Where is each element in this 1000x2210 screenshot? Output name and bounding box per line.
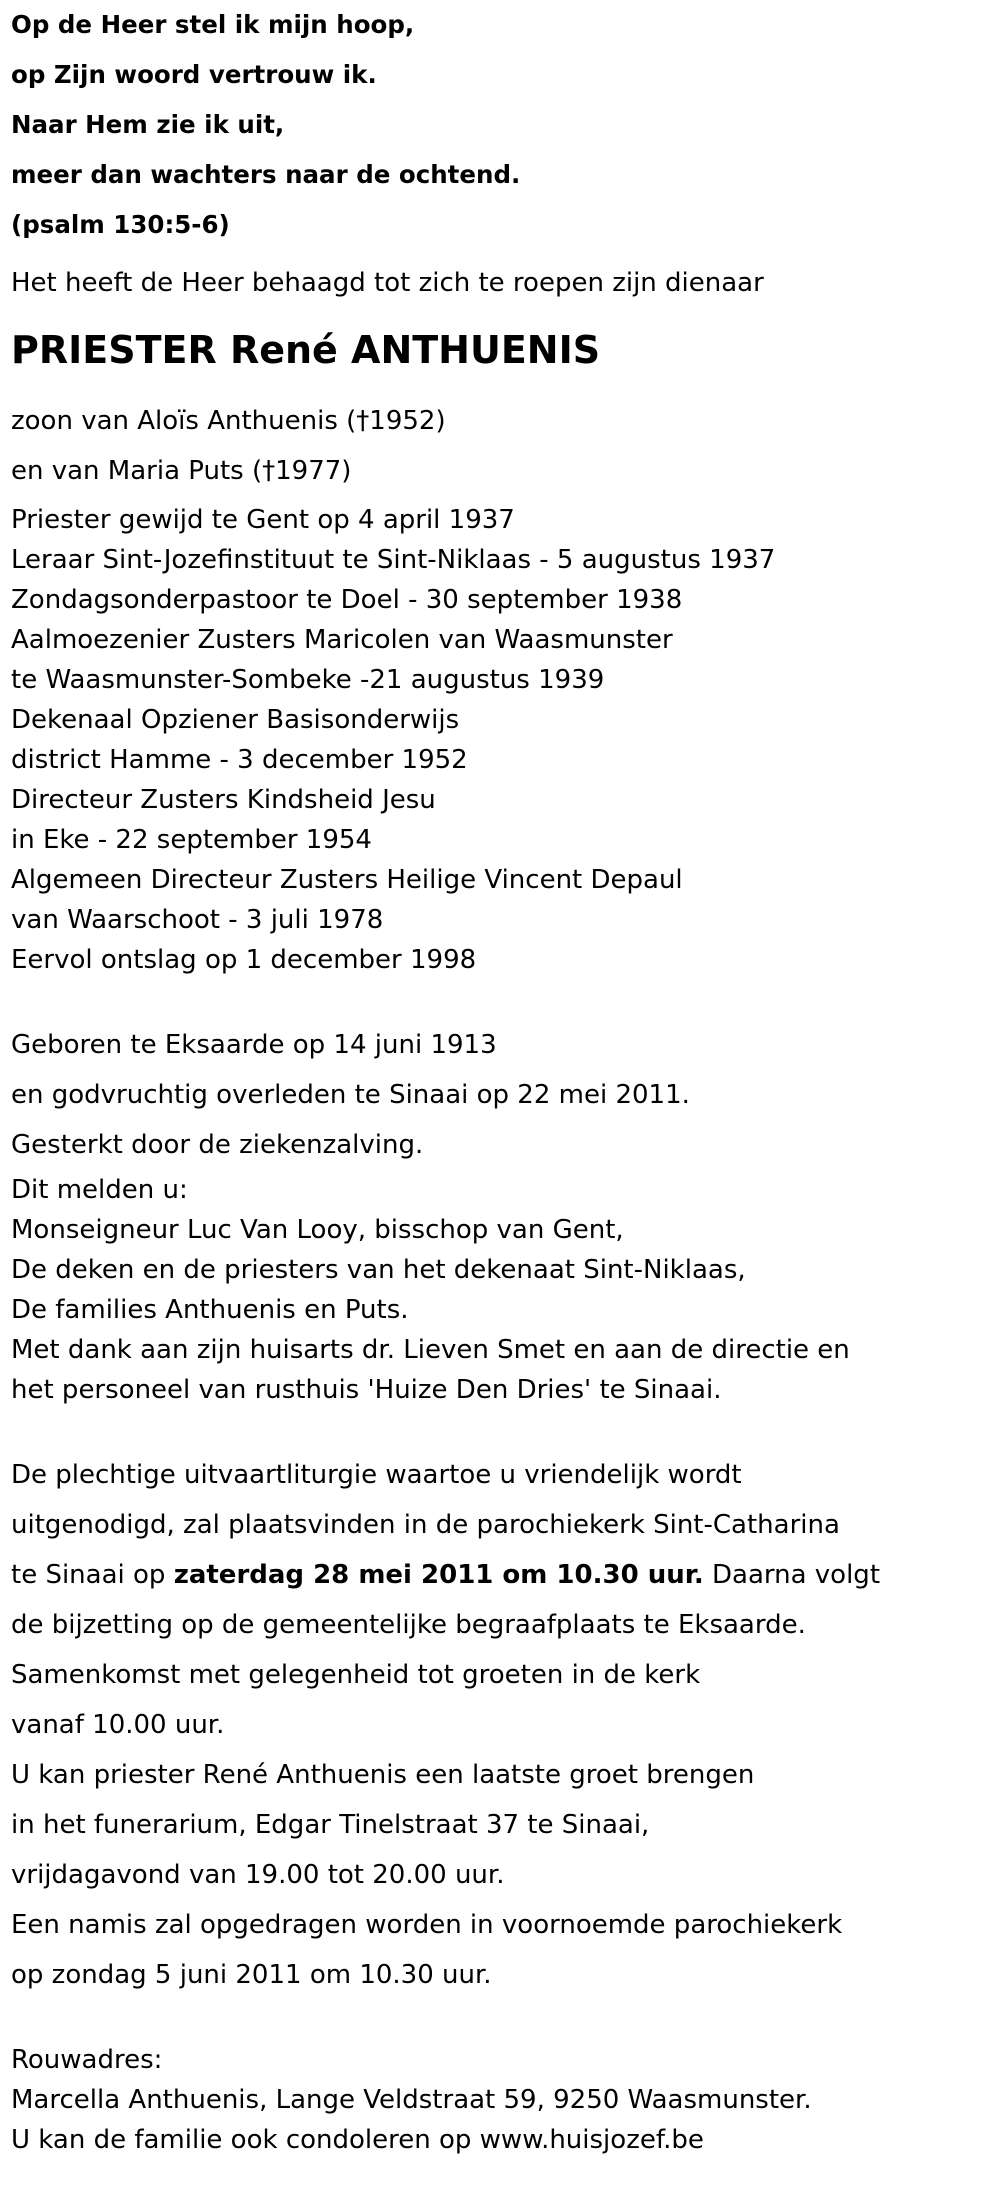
liturgy-line: U kan priester René Anthuenis een laatste groet brengen bbox=[11, 1760, 755, 1790]
address-heading: Rouwadres: bbox=[11, 2045, 163, 2075]
career-line: Directeur Zusters Kindsheid Jesu bbox=[11, 785, 436, 815]
parents-block bbox=[11, 396, 991, 496]
liturgy-line: vrijdagavond van 19.00 tot 20.00 uur. bbox=[11, 1860, 505, 1890]
announce-line: De deken en de priesters van het dekenaat Sint-Niklaas, bbox=[11, 1255, 746, 1285]
career-line: Algemeen Directeur Zusters Heilige Vincent Depaul bbox=[11, 865, 683, 895]
address-line: Marcella Anthuenis, Lange Veldstraat 59, 9250 Waasmunster. bbox=[11, 2085, 812, 2115]
death-line: en godvruchtig overleden te Sinaai op 22 mei 2011. bbox=[11, 1080, 690, 1110]
liturgy-line: op zondag 5 juni 2011 om 10.30 uur. bbox=[11, 1960, 492, 1990]
career-line: Priester gewijd te Gent op 4 april 1937 bbox=[11, 505, 515, 535]
career-line: Dekenaal Opziener Basisonderwijs bbox=[11, 705, 460, 735]
birth-death-block bbox=[11, 1020, 991, 1170]
announcers-block bbox=[11, 1170, 991, 1410]
sacrament-line: Gesterkt door de ziekenzalving. bbox=[11, 1130, 424, 1160]
career-line: van Waarschoot - 3 juli 1978 bbox=[11, 905, 384, 935]
intro-text: Het heeft de Heer behaagd tot zich te roepen zijn dienaar bbox=[11, 268, 764, 298]
announce-line: Monseigneur Luc Van Looy, bisschop van Gent, bbox=[11, 1215, 624, 1245]
announce-line: het personeel van rusthuis 'Huize Den Dries' te Sinaai. bbox=[11, 1375, 722, 1405]
liturgy-text: te Sinaai op bbox=[11, 1560, 174, 1590]
deceased-name: PRIESTER René ANTHUENIS bbox=[11, 328, 601, 372]
announce-line: Dit melden u: bbox=[11, 1175, 188, 1205]
career-line: Zondagsonderpastoor te Doel - 30 september 1938 bbox=[11, 585, 683, 615]
liturgy-text: Daarna volgt bbox=[703, 1560, 881, 1590]
career-line: Eervol ontslag op 1 december 1998 bbox=[11, 945, 477, 975]
obituary-document bbox=[11, 0, 991, 2160]
birth-line: Geboren te Eksaarde op 14 juni 1913 bbox=[11, 1030, 497, 1060]
mourning-address-block bbox=[11, 2040, 991, 2160]
liturgy-line: Samenkomst met gelegenheid tot groeten in de kerk bbox=[11, 1660, 701, 1690]
psalm-line: Op de Heer stel ik mijn hoop, bbox=[11, 10, 415, 39]
announce-line: Met dank aan zijn huisarts dr. Lieven Smet en aan de directie en bbox=[11, 1335, 850, 1365]
career-line: district Hamme - 3 december 1952 bbox=[11, 745, 468, 775]
funeral-details-block bbox=[11, 1450, 991, 2000]
liturgy-line: vanaf 10.00 uur. bbox=[11, 1710, 225, 1740]
career-line: in Eke - 22 september 1954 bbox=[11, 825, 372, 855]
career-line: Aalmoezenier Zusters Maricolen van Waasmunster bbox=[11, 625, 673, 655]
liturgy-line: De plechtige uitvaartliturgie waartoe u vriendelijk wordt bbox=[11, 1460, 742, 1490]
psalm-line: op Zijn woord vertrouw ik. bbox=[11, 60, 377, 89]
psalm-reference: (psalm 130:5-6) bbox=[11, 210, 230, 239]
funeral-date-time: zaterdag 28 mei 2011 om 10.30 uur. bbox=[173, 1560, 704, 1590]
career-line: Leraar Sint-Jozefinstituut te Sint-Niklaas - 5 augustus 1937 bbox=[11, 545, 776, 575]
condolence-line: U kan de familie ook condoleren op www.huisjozef.be bbox=[11, 2125, 704, 2155]
announce-line: De families Anthuenis en Puts. bbox=[11, 1295, 409, 1325]
career-block bbox=[11, 500, 991, 980]
psalm-quote bbox=[11, 0, 991, 250]
parent-line: zoon van Aloïs Anthuenis (†1952) bbox=[11, 406, 446, 436]
psalm-line: Naar Hem zie ik uit, bbox=[11, 110, 285, 139]
psalm-line: meer dan wachters naar de ochtend. bbox=[11, 160, 521, 189]
parent-line: en van Maria Puts (†1977) bbox=[11, 456, 352, 486]
liturgy-line: in het funerarium, Edgar Tinelstraat 37 te Sinaai, bbox=[11, 1810, 650, 1840]
liturgy-line: Een namis zal opgedragen worden in voornoemde parochiekerk bbox=[11, 1910, 843, 1940]
liturgy-line bbox=[11, 1550, 991, 1600]
career-line: te Waasmunster-Sombeke -21 augustus 1939 bbox=[11, 665, 605, 695]
liturgy-line: de bijzetting op de gemeentelijke begraafplaats te Eksaarde. bbox=[11, 1610, 806, 1640]
liturgy-line: uitgenodigd, zal plaatsvinden in de parochiekerk Sint-Catharina bbox=[11, 1510, 840, 1540]
